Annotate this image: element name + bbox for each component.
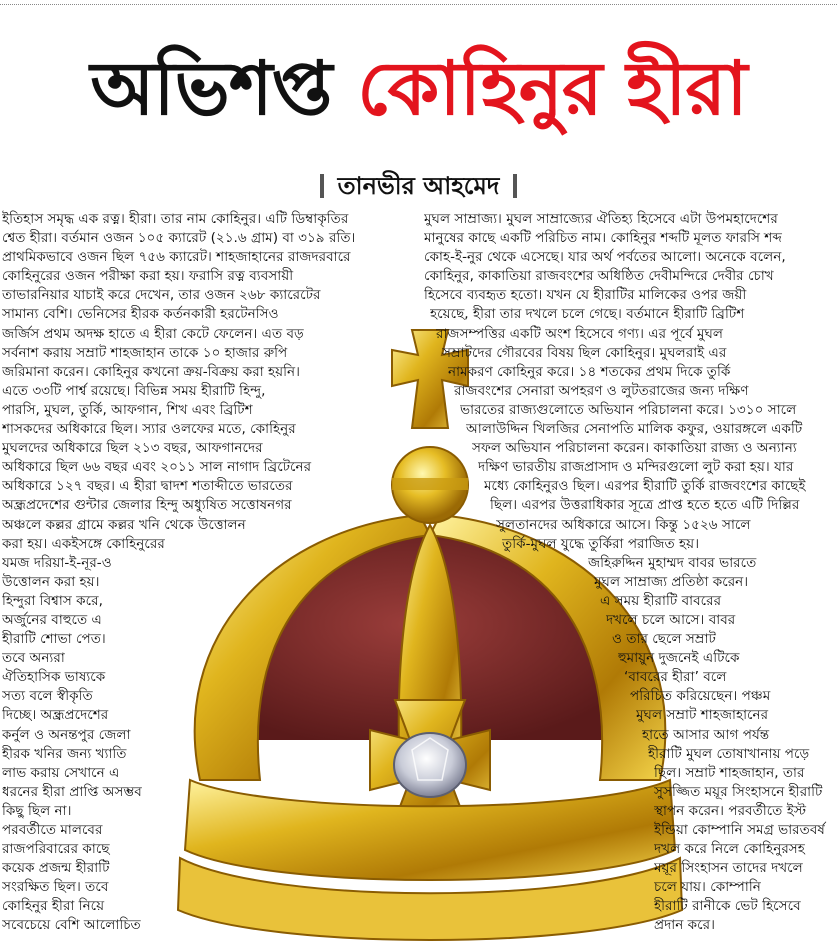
text-line: হয়েছে, হীরা তার দখলে চলে গেছে। বর্তমানে হীরাটি ব্রিটিশ [430,306,745,323]
text-line: তাভারনিয়ার যাচাই করে দেখেন, তার ওজন ২৬৮ ক্যারেটের [2,287,321,304]
text-line: ঐতিহাসিক ভাষ্যকে [2,669,106,686]
text-line: কোহিনুর হীরা নিয়ে [2,898,105,915]
text-line: অর্জুনের বাহুতে এ [2,611,102,628]
text-line: মুঘল সম্রাট শাহজাহানের [636,707,769,724]
text-line: ভারতের রাজ্যগুলোতে অভিযান পরিচালনা করে। ১৩১০ সালে [460,401,797,418]
headline-word-black: অভিশপ্ত [90,46,332,132]
byline-bar-left [320,174,324,198]
text-line: দিচ্ছে। অন্ধ্রপ্রদেশের [2,707,109,724]
text-line: যমজ দরিয়া-ই-নূর-ও [2,554,112,571]
text-line: হীরাটি শোভা পেত। [2,631,106,648]
text-line: লাভ করায় সেখানে এ [2,764,120,781]
text-line: সংরক্ষিত ছিল। তবে [2,879,109,896]
text-line: রাজবংশের সেনারা অপহরণ ও লুটতরাজের জন্য দক্ষিণ [454,382,749,399]
text-line: প্রদান করে। [654,917,715,934]
text-line: ধরনের হীরা প্রাপ্তি অসম্ভব [2,783,142,800]
text-line: হীরাটি রানীকে ভেট হিসেবে [654,898,801,915]
text-line: সুসজ্জিত ময়ূর সিংহাসনে হীরাটি [654,783,823,800]
top-dotted-rule [0,4,837,5]
text-line: সফল অভিযান পরিচালনা করেন। কাকাতিয়া রাজ্য ও অন্যান্য [472,440,797,457]
text-line: সর্বনাশ করায় সম্রাট শাহজাহান তাকে ১০ হাজার রুপি [2,344,288,361]
text-line: শ্বেত হীরা। বর্তমান ওজন ১০৫ ক্যারেট (২১.৬ গ্রাম) বা ৩১৯ রতি। [2,230,356,247]
text-line: ‘বাবরের হীরা’ বলে [624,669,727,686]
text-line: সবেচেয়ে বেশি আলোচিত [2,917,141,934]
text-line: ও তার ছেলে সম্রাট [612,631,716,648]
text-line: অধিকারে ১২৭ বছর। এ হীরা দ্বাদশ শতাব্দীতে ভারতের [2,478,293,495]
text-line: শাসকদের অধিকারে ছিল। স্যার ওলফের মতে, কোহিনুর [2,421,296,438]
text-line: সামান্য বেশি। ভেনিসের হীরক কর্তনকারী হরটেনসিও [2,306,279,323]
text-line: কোহিনুর, কাকাতিয়া রাজবংশের অধিষ্ঠিত দেবীমন্দিরে দেবীর চোখ [424,268,774,285]
text-line: অঞ্চলে কল্লর গ্রামে কল্লর খনি থেকে উত্তোলন [2,516,246,533]
text-line: ছিল। সম্রাট শাহজাহান, তার [654,764,805,781]
text-line: জরিমানা করেন। কোহিনুর কখনো ক্রয়-বিক্রয় করা হয়নি। [2,363,301,380]
text-line: পারসি, মুঘল, তুর্কি, আফগান, শিখ এবং ব্রিটিশ [2,401,253,418]
text-line: উত্তোলন করা হয়। [2,573,100,590]
text-line: অধিকারে ছিল ৬৬ বছর এবং ২০১১ সাল নাগাদ ব্রিটেনের [2,459,312,476]
text-line: দখলে চলে আসে। বাবর [606,611,736,628]
text-line: ইতিহাস সমৃদ্ধ এক রত্ন। হীরা। তার নাম কোহিনুর। এটি ডিম্বাকৃতির [2,211,349,227]
byline-bar-right [513,174,517,198]
text-line: ইন্ডিয়া কোম্পানি সমগ্র ভারতবর্ষ [654,822,825,838]
text-line: হীরাটি মুঘল তোষাখানায় পড়ে [648,745,810,762]
text-line: হিসেবে ব্যবহৃত হতো। যখন যে হীরাটির মালিকের ওপর জয়ী [424,287,747,304]
text-line: হীরক খনির জন্য খ্যাতি [2,745,127,762]
text-line: আলাউদ্দিন খিলজির সেনাপতি মালিক কফুর, ওয়ারঙ্গলে একটি [466,421,803,438]
headline [0,34,837,144]
text-line: নামকরণ কোহিনুর করে। ১৪ শতকের প্রথম দিকে তুর্কি [448,363,731,380]
text-line: সত্য বলে স্বীকৃতি [2,688,93,705]
text-line: স্থাপন করেন। পরবর্তীতে ইস্ট [654,802,807,819]
text-line: তবে অন্যরা [2,650,65,667]
text-line: এতে ৩৩টি পার্শ্ব রয়েছে। বিভিন্ন সময় হীরাটি হিন্দু, [2,382,266,399]
text-line: দখল করে নিলে কোহিনুরসহ [654,841,805,858]
text-line: পরিচিত করিয়েছেন। পঞ্চম [630,688,771,705]
text-line: রাজপরিবারের কাছে [2,841,110,858]
text-line: পরবর্তীতে মালবের [2,822,103,838]
byline-author: তানভীর আহমেদ [337,172,500,200]
text-line: মুঘল সাম্রাজ্য প্রতিষ্ঠা করেন। [594,573,749,590]
text-line: তুর্কি-মুঘল যুদ্ধে তুর্কিরা পরাজিত হয়। [502,535,700,552]
text-line: হুমায়ুন দুজনেই এটিকে [618,650,740,667]
text-line: হিন্দুরা বিশ্বাস করে, [2,592,103,609]
text-line: ময়ূর সিংহাসন তাদের দখলে [654,860,803,877]
text-line: সুলতানদের অধিকারে আসে। কিন্তু ১৫২৬ সালে [496,516,751,533]
text-line: করা হয়। একইসঙ্গে কোহিনুরের [2,535,165,552]
byline [0,168,837,204]
text-line: সম্রাটদের গৌরবের বিষয় ছিল কোহিনুর। মুঘলরাই এর [442,344,727,361]
text-line: ছিল। এরপর উত্তরাধিকার সূত্রে প্রাপ্ত হতে হতে এটি দিল্লির [490,497,800,514]
text-line: অন্ধ্রপ্রদেশের গুন্টার জেলার হিন্দু অধ্যুষিত সত্তোষনগর [2,497,292,514]
text-line: কিছু ছিল না। [2,802,72,819]
text-line: মুঘলদের অধিকারে ছিল ২১৩ বছর, আফগানদের [2,440,263,457]
text-line: কয়েক প্রজন্ম হীরাটি [2,860,110,877]
right-text-column [424,210,834,936]
text-line: কর্নুল ও অনন্তপুর জেলা [2,726,131,743]
text-line: জর্জিস প্রথম অদক্ষ হাতে এ হীরা কেটে ফেলেন। এত বড় [2,325,304,342]
text-line: মধ্যে কোহিনুরও ছিল। এরপর হীরাটি তুর্কি রাজবংশের কাছেই [484,478,806,495]
text-line: কোহ-ই-নুর থেকে এসেছে। যার অর্থ পর্বতের আলো। অনেকে বলেন, [424,249,786,266]
text-line: মুঘল সাম্রাজ্য। মুঘল সাম্রাজ্যের ঐতিহ্য হিসেবে এটা উপমহাদেশের [424,211,778,227]
text-line: জহিরুদ্দিন মুহাম্মদ বাবর ভারতে [588,554,757,571]
text-line: প্রাথমিকভাবে ওজন ছিল ৭৫৬ ক্যারেট। শাহজাহানের রাজদরবারে [2,249,351,266]
text-line: কোহিনুরের ওজন পরীক্ষা করা হয়। ফরাসি রত্ন ব্যবসায়ী [2,268,294,285]
headline-word-red: কোহিনুর হীরা [357,46,747,132]
text-line: এ সময় হীরাটি বাবরের [600,592,722,609]
text-line: চলে যায়। কোম্পানি [654,879,761,896]
text-line: হাতে আসার আগ পর্যন্ত [642,726,770,743]
left-text-column [2,210,414,936]
text-line: দক্ষিণ ভারতীয় রাজপ্রাসাদ ও মন্দিরগুলো লুট করা হয়। যার [478,459,794,476]
text-line: মানুষের কাছে একটি পরিচিত নাম। কোহিনুর শব্দটি মূলত ফারসি শব্দ [424,230,782,247]
text-line: রাজসম্পত্তির একটি অংশ হিসেবে গণ্য। এর পূর্বে মুঘল [436,325,724,342]
